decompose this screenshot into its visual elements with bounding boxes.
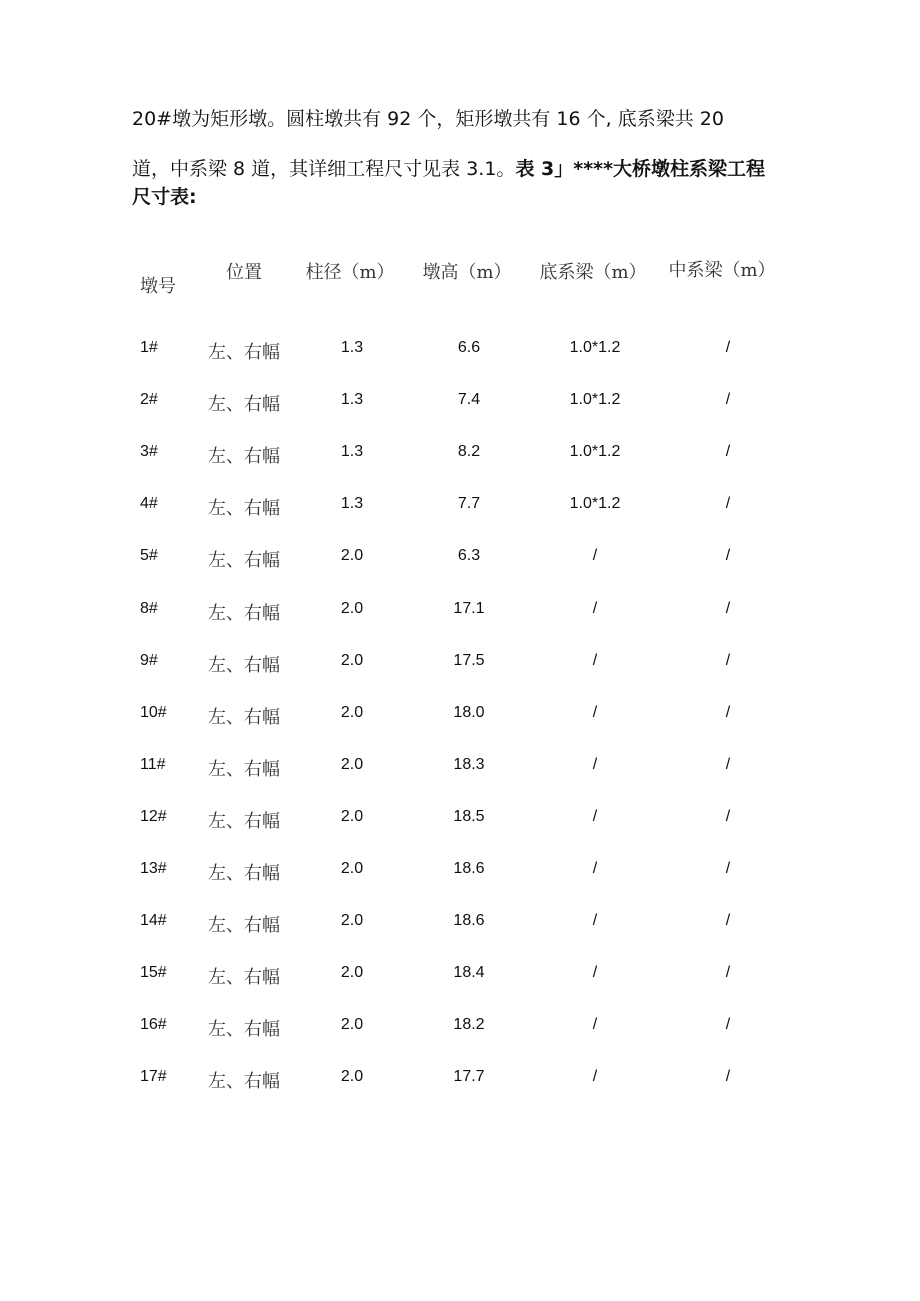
- cell-diameter: 2.0: [340, 860, 364, 877]
- cell-position: 左、右幅: [208, 759, 280, 780]
- cell-bottom-beam: /: [592, 600, 598, 617]
- cell-pier: 12#: [140, 808, 167, 825]
- cell-position: 左、右幅: [208, 967, 280, 988]
- cell-pier: 13#: [140, 860, 167, 877]
- cell-pier: 3#: [140, 443, 158, 460]
- cell-diameter: 2.0: [340, 704, 364, 721]
- intro-line-2-text: 道，中系梁 8 道，其详细工程尺寸见表 3.1。: [132, 158, 516, 180]
- header-pier: 墩号: [140, 276, 176, 297]
- cell-bottom-beam: 1.0*1.2: [569, 339, 621, 356]
- cell-bottom-beam: /: [592, 756, 598, 773]
- cell-pier: 17#: [140, 1068, 167, 1085]
- cell-pier: 10#: [140, 704, 167, 721]
- cell-position: 左、右幅: [208, 707, 280, 728]
- cell-middle-beam: /: [725, 808, 731, 825]
- header-height: 墩高（m）: [422, 262, 512, 283]
- header-bottom-beam: 底系梁（m）: [539, 262, 647, 283]
- cell-middle-beam: /: [725, 443, 731, 460]
- intro-line-3: 尺寸表:: [132, 186, 197, 208]
- cell-pier: 15#: [140, 964, 167, 981]
- cell-height: 17.7: [453, 1068, 485, 1085]
- cell-pier: 2#: [140, 391, 158, 408]
- cell-pier: 5#: [140, 547, 158, 564]
- cell-diameter: 1.3: [340, 495, 364, 512]
- cell-height: 18.6: [453, 912, 485, 929]
- cell-diameter: 2.0: [340, 600, 364, 617]
- cell-position: 左、右幅: [208, 550, 280, 571]
- cell-pier: 9#: [140, 652, 158, 669]
- cell-middle-beam: /: [725, 860, 731, 877]
- cell-diameter: 2.0: [340, 1016, 364, 1033]
- cell-middle-beam: /: [725, 600, 731, 617]
- cell-height: 17.1: [453, 600, 485, 617]
- cell-height: 8.2: [457, 443, 481, 460]
- header-middle-beam: 中系梁（m）: [668, 260, 776, 281]
- cell-middle-beam: /: [725, 756, 731, 773]
- cell-position: 左、右幅: [208, 342, 280, 363]
- cell-middle-beam: /: [725, 652, 731, 669]
- header-position: 位置: [226, 262, 262, 283]
- cell-pier: 11#: [140, 756, 166, 773]
- cell-middle-beam: /: [725, 1068, 731, 1085]
- cell-bottom-beam: /: [592, 808, 598, 825]
- cell-position: 左、右幅: [208, 811, 280, 832]
- cell-middle-beam: /: [725, 704, 731, 721]
- cell-middle-beam: /: [725, 964, 731, 981]
- cell-diameter: 2.0: [340, 756, 364, 773]
- cell-diameter: 2.0: [340, 652, 364, 669]
- cell-bottom-beam: /: [592, 704, 598, 721]
- cell-pier: 16#: [140, 1016, 167, 1033]
- cell-position: 左、右幅: [208, 863, 280, 884]
- cell-middle-beam: /: [725, 339, 731, 356]
- cell-height: 17.5: [453, 652, 485, 669]
- cell-diameter: 2.0: [340, 547, 364, 564]
- cell-height: 18.6: [453, 860, 485, 877]
- cell-height: 7.4: [457, 391, 481, 408]
- cell-bottom-beam: /: [592, 912, 598, 929]
- cell-middle-beam: /: [725, 495, 731, 512]
- cell-height: 18.2: [453, 1016, 485, 1033]
- cell-height: 18.5: [453, 808, 485, 825]
- cell-bottom-beam: /: [592, 860, 598, 877]
- cell-position: 左、右幅: [208, 1019, 280, 1040]
- cell-bottom-beam: /: [592, 547, 598, 564]
- cell-pier: 14#: [140, 912, 167, 929]
- cell-bottom-beam: 1.0*1.2: [569, 495, 621, 512]
- cell-position: 左、右幅: [208, 1071, 280, 1092]
- cell-diameter: 1.3: [340, 391, 364, 408]
- cell-position: 左、右幅: [208, 394, 280, 415]
- cell-bottom-beam: /: [592, 1016, 598, 1033]
- cell-position: 左、右幅: [208, 498, 280, 519]
- cell-diameter: 2.0: [340, 964, 364, 981]
- cell-height: 18.4: [453, 964, 485, 981]
- cell-diameter: 1.3: [340, 339, 364, 356]
- cell-middle-beam: /: [725, 912, 731, 929]
- cell-diameter: 2.0: [340, 808, 364, 825]
- cell-bottom-beam: /: [592, 1068, 598, 1085]
- cell-pier: 1#: [140, 339, 158, 356]
- cell-height: 6.3: [457, 547, 481, 564]
- intro-line-1: 20#墩为矩形墩。圆柱墩共有 92 个，矩形墩共有 16 个, 底系梁共 20: [132, 108, 724, 130]
- cell-diameter: 2.0: [340, 912, 364, 929]
- cell-position: 左、右幅: [208, 915, 280, 936]
- cell-height: 6.6: [457, 339, 481, 356]
- cell-pier: 8#: [140, 600, 158, 617]
- cell-bottom-beam: 1.0*1.2: [569, 443, 621, 460]
- cell-diameter: 2.0: [340, 1068, 364, 1085]
- cell-position: 左、右幅: [208, 446, 280, 467]
- cell-position: 左、右幅: [208, 603, 280, 624]
- header-diameter: 柱径（m）: [305, 262, 395, 283]
- cell-diameter: 1.3: [340, 443, 364, 460]
- cell-height: 18.3: [453, 756, 485, 773]
- cell-position: 左、右幅: [208, 655, 280, 676]
- cell-height: 18.0: [453, 704, 485, 721]
- cell-middle-beam: /: [725, 1016, 731, 1033]
- cell-pier: 4#: [140, 495, 158, 512]
- cell-height: 7.7: [457, 495, 481, 512]
- table-caption: 表 3」****大桥墩柱系梁工程: [515, 158, 766, 180]
- intro-line-2: [132, 154, 802, 181]
- cell-bottom-beam: /: [592, 964, 598, 981]
- cell-middle-beam: /: [725, 391, 731, 408]
- cell-middle-beam: /: [725, 547, 731, 564]
- cell-bottom-beam: /: [592, 652, 598, 669]
- cell-bottom-beam: 1.0*1.2: [569, 391, 621, 408]
